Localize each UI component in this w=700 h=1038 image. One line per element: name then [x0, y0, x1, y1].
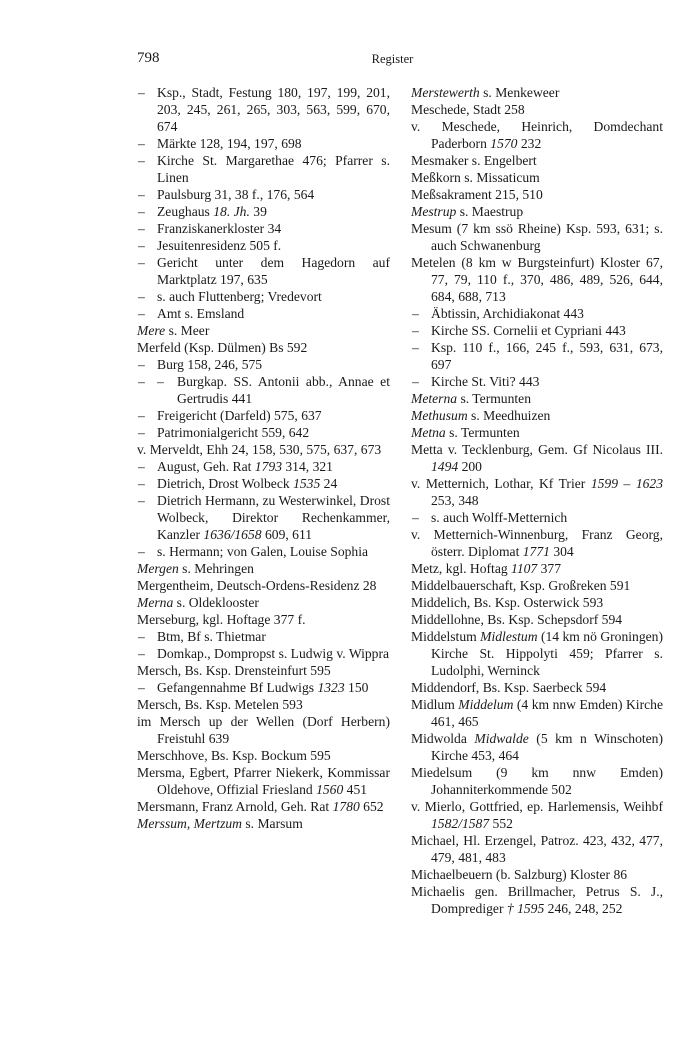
register-entry	[411, 220, 663, 254]
entry-dash: –	[138, 425, 145, 440]
register-entry	[411, 696, 663, 730]
entry-text: Mergentheim, Deutsch-Ordens-Residenz 28	[137, 578, 377, 593]
entry-text: Jesuitenresidenz 505 f.	[157, 238, 282, 253]
register-entry	[137, 322, 390, 339]
entry-text: Meschede, Stadt 258	[411, 102, 525, 117]
entry-text: Burg 158, 246, 575	[157, 357, 263, 372]
entry-text: Midwolda Midwalde (5 km n Winschoten) Kirche 453, 464	[411, 731, 663, 763]
entry-text: Middelbauerschaft, Ksp. Großreken 591	[411, 578, 631, 593]
entry-dash: –	[138, 408, 145, 423]
entry-dash: –	[412, 323, 419, 338]
entry-text: Merfeld (Ksp. Dülmen) Bs 592	[137, 340, 308, 355]
register-entry	[411, 322, 663, 339]
entry-text: v. Metternich-Winnenburg, Franz Georg, österr. Diplomat 1771 304	[411, 527, 663, 559]
entry-text: Mesum (7 km ssö Rheine) Ksp. 593, 631; s. auch Schwanenburg	[411, 221, 663, 253]
entry-text: s. Hermann; von Galen, Louise Sophia	[157, 544, 369, 559]
entry-text: Meßsakrament 215, 510	[411, 187, 543, 202]
entry-dash: –	[412, 340, 419, 355]
register-entry	[137, 475, 390, 492]
entry-dash: –	[138, 374, 145, 389]
register-entry	[411, 186, 663, 203]
register-entry	[411, 152, 663, 169]
entry-dash: –	[138, 136, 145, 151]
register-entry	[137, 339, 390, 356]
entry-text: Merssum, Mertzum s. Marsum	[137, 816, 303, 831]
register-entry	[411, 509, 663, 526]
entry-dash: –	[138, 544, 145, 559]
register-entry	[411, 390, 663, 407]
entry-text: Metelen (8 km w Burgsteinfurt) Kloster 67, 77, 79, 110 f., 370, 486, 489, 526, 644, 684, 688, 713	[411, 255, 663, 304]
register-entry	[137, 305, 390, 322]
entry-text: v. Merveldt, Ehh 24, 158, 530, 575, 637, 673	[137, 442, 382, 457]
register-entry	[411, 407, 663, 424]
register-entry	[411, 305, 663, 322]
entry-dash: –	[157, 374, 164, 389]
register-entry	[137, 560, 390, 577]
entry-dash: –	[138, 238, 145, 253]
register-entry	[137, 815, 390, 832]
register-entry	[411, 560, 663, 577]
register-entry	[411, 475, 663, 509]
register-entry	[411, 832, 663, 866]
entry-dash: –	[138, 221, 145, 236]
register-entry	[137, 747, 390, 764]
register-entry	[411, 611, 663, 628]
register-entry	[137, 186, 390, 203]
entry-text: Metta v. Tecklenburg, Gem. Gf Nicolaus III. 1494 200	[411, 442, 663, 474]
entry-dash: –	[412, 510, 419, 525]
register-entry	[137, 577, 390, 594]
register-entry	[411, 577, 663, 594]
register-entry	[137, 373, 390, 407]
register-entry	[137, 679, 390, 696]
register-entry	[137, 254, 390, 288]
entry-text: Patrimonialgericht 559, 642	[157, 425, 310, 440]
entry-text: v. Metternich, Lothar, Kf Trier 1599 – 1623 253, 348	[411, 476, 664, 508]
register-entry	[137, 84, 390, 135]
register-entry	[137, 662, 390, 679]
register-entry	[137, 543, 390, 560]
entry-text: Middellohne, Bs. Ksp. Schepsdorf 594	[411, 612, 623, 627]
entry-text: Merschhove, Bs. Ksp. Bockum 595	[137, 748, 331, 763]
entry-text: Methusum s. Meedhuizen	[411, 408, 551, 423]
register-entry	[137, 798, 390, 815]
entry-dash: –	[138, 255, 145, 270]
register-entry	[137, 407, 390, 424]
register-entry	[137, 237, 390, 254]
entry-dash: –	[138, 459, 145, 474]
entry-text: Amt s. Emsland	[157, 306, 245, 321]
register-entry	[137, 628, 390, 645]
entry-text: Mersch, Bs. Ksp. Metelen 593	[137, 697, 303, 712]
entry-text: Domkap., Dompropst s. Ludwig v. Wippra	[157, 646, 390, 661]
entry-text: Michael, Hl. Erzengel, Patroz. 423, 432, 477, 479, 481, 483	[411, 833, 663, 865]
entry-dash: –	[138, 646, 145, 661]
entry-text: Mersma, Egbert, Pfarrer Niekerk, Kommissar Oldehove, Offizial Friesland 1560 451	[137, 765, 390, 797]
register-entry	[411, 424, 663, 441]
entry-text: Mergen s. Mehringen	[137, 561, 254, 576]
entry-dash: –	[138, 357, 145, 372]
entry-text: Burgkap. SS. Antonii abb., Annae et Gertrudis 441	[177, 374, 390, 406]
entry-text: Kirche St. Margarethae 476; Pfarrer s. Linen	[157, 153, 390, 185]
entry-text: Middelich, Bs. Ksp. Osterwick 593	[411, 595, 604, 610]
entry-text: Meterna s. Termunten	[411, 391, 531, 406]
register-entry	[411, 594, 663, 611]
entry-text: Midlum Middelum (4 km nnw Emden) Kirche 461, 465	[411, 697, 663, 729]
entry-text: Kirche St. Viti? 443	[431, 374, 540, 389]
entry-text: Miedelsum (9 km nnw Emden) Johanniterkommende 502	[411, 765, 663, 797]
entry-text: Dietrich Hermann, zu Westerwinkel, Drost Wolbeck, Direktor Rechenkammer, Kanzler 1636/1658 609, 611	[157, 493, 390, 542]
register-entry	[411, 764, 663, 798]
entry-text: Metz, kgl. Hoftag 1107 377	[411, 561, 562, 576]
entry-text: Märkte 128, 194, 197, 698	[157, 136, 302, 151]
register-entry	[411, 84, 663, 101]
entry-text: Mestrup s. Maestrup	[411, 204, 524, 219]
entry-text: Michaelbeuern (b. Salzburg) Kloster 86	[411, 867, 628, 882]
entry-dash: –	[412, 306, 419, 321]
entry-dash: –	[138, 493, 145, 508]
page-number: 798	[137, 50, 160, 66]
entry-text: s. auch Fluttenberg; Vredevort	[157, 289, 322, 304]
entry-text: Merstewerth s. Menkeweer	[411, 85, 560, 100]
entry-dash: –	[138, 289, 145, 304]
entry-dash: –	[412, 374, 419, 389]
register-entry	[137, 764, 390, 798]
register-entry	[137, 713, 390, 747]
register-entry	[137, 424, 390, 441]
register-entry	[411, 339, 663, 373]
register-entry	[137, 356, 390, 373]
register-entry	[411, 254, 663, 305]
entry-text: Äbtissin, Archidiakonat 443	[431, 306, 584, 321]
entry-text: Freigericht (Darfeld) 575, 637	[157, 408, 322, 423]
register-entry	[411, 679, 663, 696]
register-entry	[137, 220, 390, 237]
register-entry	[411, 798, 663, 832]
register-entry	[137, 492, 390, 543]
register-entry	[411, 441, 663, 475]
entry-dash: –	[138, 153, 145, 168]
entry-text: Mere s. Meer	[137, 323, 210, 338]
entry-text: v. Meschede, Heinrich, Domdechant Paderborn 1570 232	[411, 119, 663, 151]
entry-dash: –	[138, 680, 145, 695]
entry-text: Mersch, Bs. Ksp. Drensteinfurt 595	[137, 663, 331, 678]
entry-text: Metna s. Termunten	[411, 425, 520, 440]
register-entry	[137, 135, 390, 152]
register-entry	[411, 118, 663, 152]
register-entry	[411, 866, 663, 883]
register-entry	[411, 730, 663, 764]
entry-text: August, Geh. Rat 1793 314, 321	[157, 459, 333, 474]
register-entry	[137, 645, 390, 662]
entry-dash: –	[138, 629, 145, 644]
register-entry	[411, 526, 663, 560]
register-entry	[137, 594, 390, 611]
entry-text: s. auch Wolff-Metternich	[431, 510, 568, 525]
entry-dash: –	[138, 85, 145, 100]
entry-text: Gericht unter dem Hagedorn auf Marktplatz 197, 635	[157, 255, 390, 287]
entry-text: im Mersch up der Wellen (Dorf Herbern) Freistuhl 639	[137, 714, 390, 746]
entry-text: Mesmaker s. Engelbert	[411, 153, 537, 168]
register-entry	[137, 696, 390, 713]
register-entry	[411, 883, 663, 917]
register-entry	[137, 611, 390, 628]
entry-text: Michaelis gen. Brillmacher, Petrus S. J., Domprediger † 1595 246, 248, 252	[411, 884, 663, 916]
entry-text: Zeughaus 18. Jh. 39	[157, 204, 267, 219]
entry-text: Gefangennahme Bf Ludwigs 1323 150	[157, 680, 369, 695]
register-entry	[411, 169, 663, 186]
register-entry	[137, 203, 390, 220]
entry-text: Middendorf, Bs. Ksp. Saerbeck 594	[411, 680, 607, 695]
register-entry	[411, 203, 663, 220]
entry-text: Merseburg, kgl. Hoftage 377 f.	[137, 612, 306, 627]
entry-text: Dietrich, Drost Wolbeck 1535 24	[157, 476, 338, 491]
entry-text: Mersmann, Franz Arnold, Geh. Rat 1780 652	[137, 799, 384, 814]
entry-text: Paulsburg 31, 38 f., 176, 564	[157, 187, 315, 202]
register-column-right	[411, 84, 663, 917]
register-entry	[137, 288, 390, 305]
entry-text: Merna s. Oldeklooster	[137, 595, 259, 610]
entry-text: Ksp., Stadt, Festung 180, 197, 199, 201, 203, 245, 261, 265, 303, 563, 599, 670, 674	[157, 85, 390, 134]
register-column-left	[137, 84, 390, 832]
entry-text: Franziskanerkloster 34	[157, 221, 282, 236]
entry-text: Ksp. 110 f., 166, 245 f., 593, 631, 673, 697	[431, 340, 663, 372]
register-entry	[137, 441, 390, 458]
register-entry	[137, 458, 390, 475]
register-entry	[411, 628, 663, 679]
entry-text: Kirche SS. Cornelii et Cypriani 443	[431, 323, 626, 338]
register-entry	[137, 152, 390, 186]
entry-dash: –	[138, 476, 145, 491]
entry-text: Middelstum Midlestum (14 km nö Groningen) Kirche St. Hippolyti 459; Pfarrer s. Ludolphi, Werninck	[411, 629, 663, 678]
entry-dash: –	[138, 204, 145, 219]
entry-text: Btm, Bf s. Thietmar	[157, 629, 266, 644]
entry-text: v. Mierlo, Gottfried, ep. Harlemensis, Weihbf 1582/1587 552	[411, 799, 663, 831]
entry-text: Meßkorn s. Missaticum	[411, 170, 540, 185]
register-entry	[411, 373, 663, 390]
register-entry	[411, 101, 663, 118]
running-head: Register	[371, 52, 414, 66]
entry-dash: –	[138, 187, 145, 202]
entry-dash: –	[138, 306, 145, 321]
